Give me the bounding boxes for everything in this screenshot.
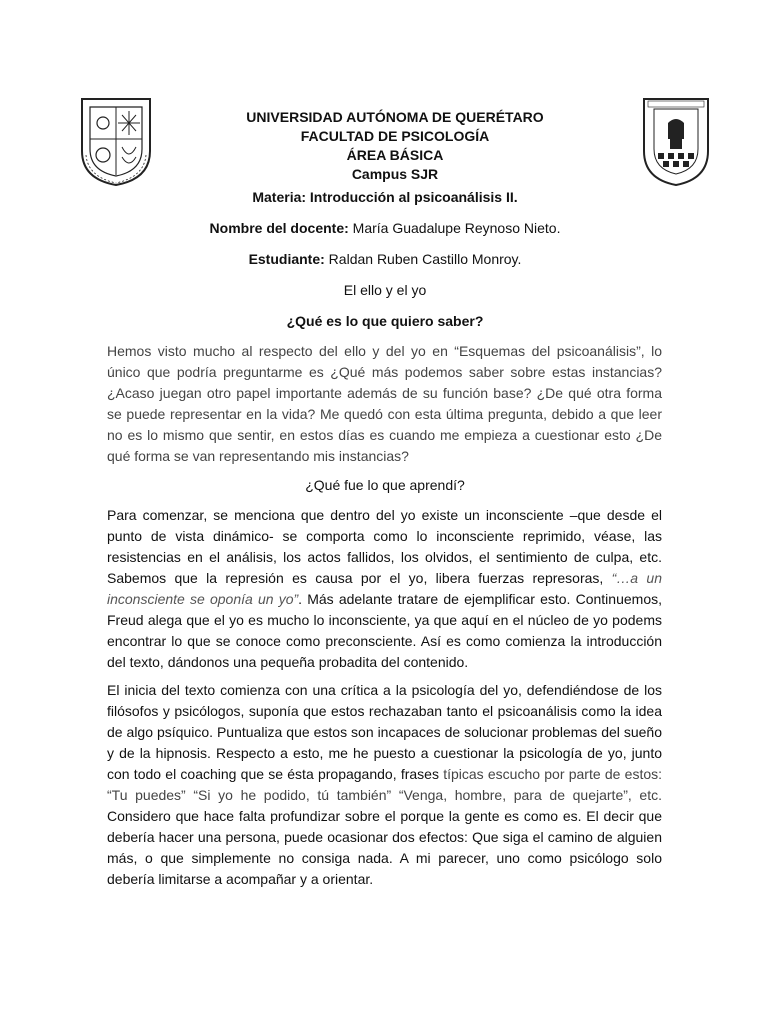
subject-line: Materia: Introducción al psicoanálisis II. bbox=[252, 189, 518, 205]
student-line bbox=[100, 251, 670, 267]
paragraph-2-quote: “…a un inconsciente se oponía un yo” bbox=[107, 570, 662, 607]
student-label: Estudiante: bbox=[248, 251, 325, 267]
faculty-name: FACULTAD DE PSICOLOGÍA bbox=[300, 128, 490, 144]
paragraph-2-part-b: . Más adelante tratare de ejemplificar esto. Continuemos, Freud alega que el yo es mucho lo inconsciente, ya que aquí en el núcleo de yo podems encontrar lo que se conoce como preconsciente. Así es como comienza la introducción del texto, dándonos una pequeña probadita del contenido. bbox=[107, 591, 662, 670]
paragraph-1-text: Hemos visto mucho al respecto del ello y del yo en “Esquemas del psicoanálisis”, lo único que podría preguntarme es ¿Qué más podemos saber sobre estas instancias? ¿Acaso juegan otro papel importante además de su función base? ¿De qué otra forma se puede representar en la vida? Me quedó con esta última pregunta, debido a que leer no es lo mismo que sentir, en estos días es cuando me empieza a cuestionar esto ¿De qué forma se van representando mis instancias? bbox=[107, 343, 662, 464]
student-name: Raldan Ruben Castillo Monroy. bbox=[324, 251, 522, 267]
topic-title: El ello y el yo bbox=[343, 282, 427, 298]
teacher-line bbox=[100, 220, 670, 236]
area-name: ÁREA BÁSICA bbox=[346, 147, 444, 163]
paragraph-2 bbox=[107, 505, 662, 673]
paragraph-2-text bbox=[107, 505, 662, 673]
campus-name: Campus SJR bbox=[351, 166, 439, 182]
paragraph-2-part-a: Para comenzar, se menciona que dentro del yo existe un inconsciente –que desde el punto de vista dinámico- se comporta como lo inconsciente reprimido, véase, las resistencias en el análisis, los actos fallidos, los olvidos, el sentimiento de culpa, etc. Sabemos que la represión es causa por el yo, libera fuerzas represoras, bbox=[107, 507, 662, 586]
paragraph-3-quote: típicas escucho por parte de estos: “Tu puedes” “Si yo he podido, tú también” “Venga, hombre, para de quejarte”, etc. bbox=[107, 766, 663, 803]
paragraph-3-part-b: Considero que hace falta profundizar sobre el porque la gente es como es. El decir que debería hacer una persona, puede ocasionar dos efectos: Que siga el camino de alguien más, o que simplemente no consiga nada. A mi parecer, uno como psicólogo solo debería limitarse a acompañar y a orientar. bbox=[107, 808, 662, 887]
uaq-shield-logo bbox=[78, 95, 154, 187]
paragraph-3-part-a: El inicia del texto comienza con una crítica a la psicología del yo, defendiéndose de los filósofos y psicólogos, suponía que estos rechazaban tanto el psicoanálisis como la idea de algo psíquico. Puntualiza que estos son incapaces de solucionar problemas del sueño y de la hipnosis. Respecto a esto, me he puesto a cuestionar la psicología de yo, junto con todo el coaching que se ésta propagando, frases bbox=[107, 682, 662, 782]
paragraph-1 bbox=[107, 341, 662, 467]
paragraph-3 bbox=[107, 680, 662, 890]
paragraph-3-text bbox=[107, 680, 662, 890]
teacher-name: María Guadalupe Reynoso Nieto. bbox=[348, 220, 561, 236]
question-heading-1: ¿Qué es lo que quiero saber? bbox=[286, 313, 484, 329]
psychology-faculty-logo bbox=[640, 95, 712, 187]
document-header bbox=[150, 108, 640, 184]
university-name: UNIVERSIDAD AUTÓNOMA DE QUERÉTARO bbox=[246, 109, 544, 125]
question-heading-2: ¿Qué fue lo que aprendí? bbox=[305, 477, 465, 493]
teacher-label: Nombre del docente: bbox=[209, 220, 349, 236]
